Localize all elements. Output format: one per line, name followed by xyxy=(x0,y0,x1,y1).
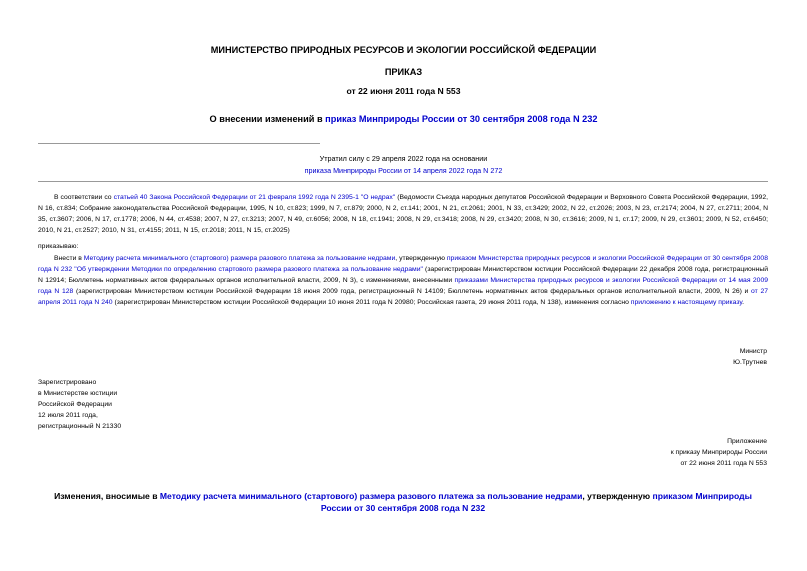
signature-name: Ю.Трутнев xyxy=(733,359,767,366)
methodology-link[interactable]: Методику расчета минимального (стартового) размера разового платежа за пользование недрами xyxy=(83,255,396,262)
order-text-5: (зарегистрирован Министерством юстиции Российской Федерации 10 июня 2011 года N 20980; Российская газета, 29 июня 2011 года, N 138), изменения согласно xyxy=(112,299,631,306)
appendix-link[interactable]: приложению к настоящему приказу xyxy=(630,299,743,306)
order-text-6: . xyxy=(742,299,745,306)
changes-heading-text-2: , утвержденную xyxy=(582,491,653,501)
appendix-header xyxy=(671,436,767,469)
notice-divider xyxy=(38,181,768,182)
ministry-heading: МИНИСТЕРСТВО ПРИРОДНЫХ РЕСУРСОВ И ЭКОЛОГИИ РОССИЙСКОЙ ФЕДЕРАЦИИ xyxy=(210,45,597,55)
title-link[interactable]: приказ Минприроды России от 30 сентября 2008 года N 232 xyxy=(325,114,598,124)
order-text-4: (зарегистрирован Министерством юстиции Российской Федерации 18 июня 2009 года, регистрационный N 14109; Бюллетень нормативных актов федеральных органов исполнительной власти, 2009, N 26) и xyxy=(73,288,752,295)
document-title xyxy=(0,114,807,124)
preamble-text-1: В соответствии со xyxy=(54,194,114,201)
signature-block xyxy=(733,346,767,368)
registration-line-4: 12 июля 2011 года, xyxy=(38,412,98,419)
registration-line-2: в Министерстве юстиции xyxy=(38,390,118,397)
preamble-text-2: (Ведомости Съезда народных депутатов Российской Федерации и Верховного Совета Российской Федерации, 1992, N 16, ст.834; Собрание законодательства Российской Федерации, 1995, N 10, ст.823; 1999, N 7, ст.879; 2000, N 2, ст.141; 2001, N 21, ст.2061; 2001, N 33, ст.3429; 2002, N 22, ст.2026; 2003, N 23, ст.2174; 2004, N 27, ст.2711; 2004, N 35, ст.3607; 2006, N 17, ст.1778; 2006, N 44, ст.4538; 2007, N 27, ст.3213; 2007, N 49, ст.6056; 2008, N 18, ст.1941; 2008, N 29, ст.3418; 2008, N 29, ст.3420; 2008, N 30, ст.3616; 2009, N 1, ст.17; 2009, N 29, ст.3601; 2009, N 52, ст.6450; 2010, N 21, ст.2527; 2010, N 31, ст.4155; 2011, N 15, ст.2018; 2011, N 15, ст.2025) xyxy=(38,194,769,234)
lost-force-link[interactable]: приказа Минприроды России от 14 апреля 2022 года N 272 xyxy=(304,166,503,175)
title-prefix: О внесении изменений в xyxy=(209,114,326,124)
document-type: ПРИКАЗ xyxy=(384,67,423,77)
registration-line-3: Российской Федерации xyxy=(38,401,112,408)
appendix-line-1: Приложение xyxy=(727,438,767,445)
order-text-1: Внести в xyxy=(54,255,84,262)
order-240-link[interactable]: от 27 апреля 2011 года N 240 xyxy=(38,288,769,306)
top-divider xyxy=(38,143,320,144)
changes-methodology-link[interactable]: Методику расчета минимального (стартового) размера разового платежа за пользование недрами xyxy=(159,491,583,501)
appendix-line-2: к приказу Минприроды России xyxy=(670,449,767,456)
registration-line-1: Зарегистрировано xyxy=(38,379,97,386)
lost-force-text: Утратил силу с 29 апреля 2022 года на основании xyxy=(319,154,488,163)
registration-block xyxy=(38,377,121,432)
order-232-link[interactable]: приказом Министерства природных ресурсов и экологии Российской Федерации от 30 сентября 2008 года N 232 "Об утверждении Методики по определению стартового размера разового платежа за пользование недрами" xyxy=(38,255,768,273)
changes-heading-text-1: Изменения, вносимые в xyxy=(54,491,160,501)
signature-role: Министр xyxy=(739,348,767,355)
order-word: приказываю: xyxy=(38,243,79,250)
registration-line-5: регистрационный N 21330 xyxy=(38,423,122,430)
preamble-paragraph xyxy=(38,192,768,236)
changes-heading xyxy=(38,490,768,514)
law-article-link[interactable]: статьей 40 Закона Российской Федерации от 21 февраля 1992 года N 2395-1 "О недрах" xyxy=(113,194,396,201)
appendix-line-3: от 22 июня 2011 года N 553 xyxy=(680,460,767,467)
order-paragraph xyxy=(38,253,768,308)
order-text-3: (зарегистрирован Министерством юстиции Российской Федерации 22 декабря 2008 года, регистрационный N 12914; Бюллетень нормативных актов федеральных органов исполнительной власти, 2009, N 3), с изменениями, внесенными xyxy=(38,266,769,284)
order-128-link[interactable]: приказами Министерства природных ресурсов и экологии Российской Федерации от 14 мая 2009 года N 128 xyxy=(38,277,768,295)
order-text-2: , утвержденную xyxy=(395,255,447,262)
lost-force-notice xyxy=(0,153,807,177)
document-date-number: от 22 июня 2011 года N 553 xyxy=(346,86,461,96)
changes-order-link[interactable]: приказом Минприроды России от 30 сентября 2008 года N 232 xyxy=(320,491,752,513)
